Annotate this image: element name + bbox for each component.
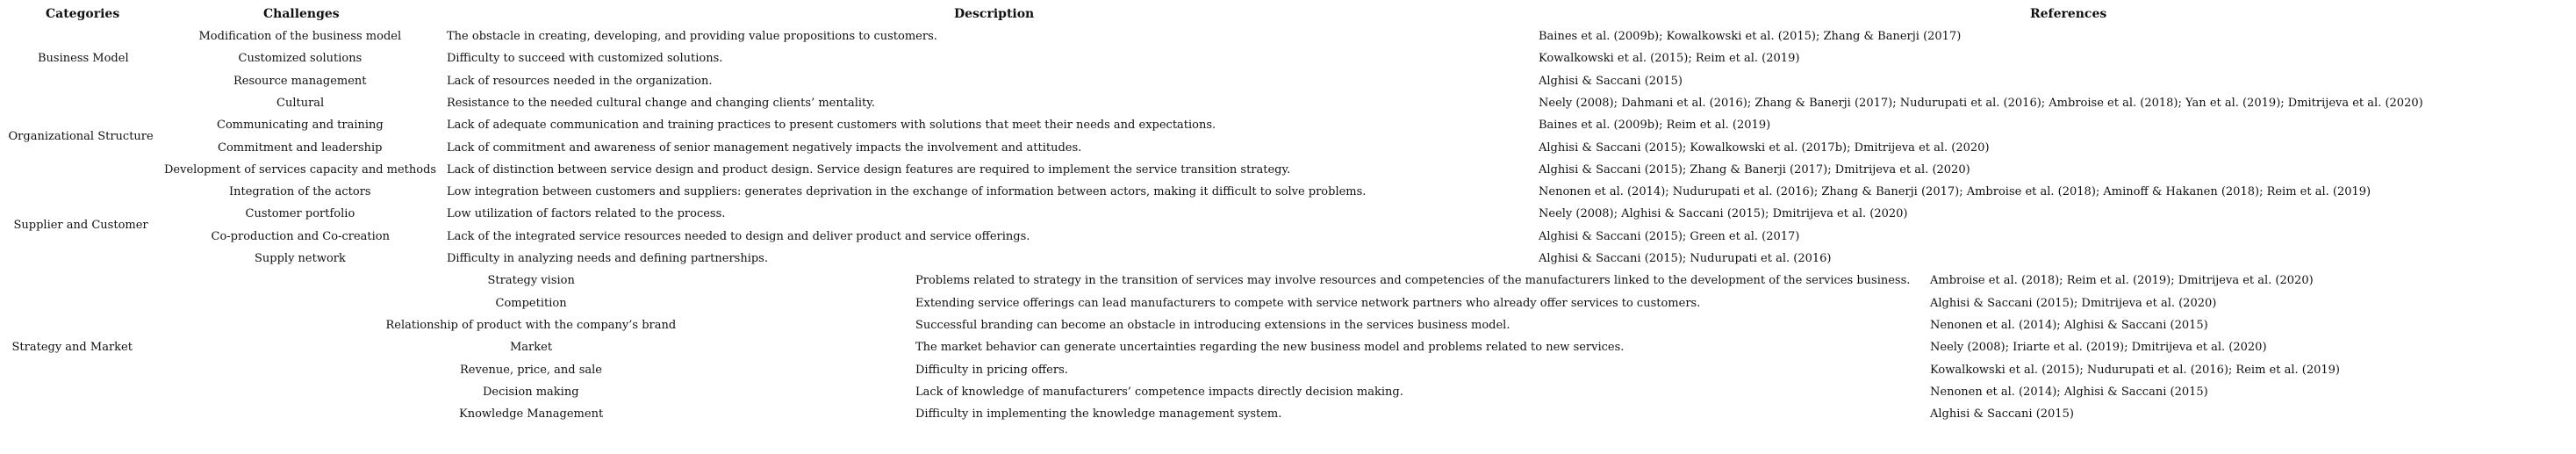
description-cell: Extending service offerings can lead manufacturers to compete with service network partners who already offer services to customers.: [915, 296, 1701, 310]
references-cell: Alghisi & Saccani (2015): [1930, 407, 2074, 422]
challenge-cell: Knowledge Management: [459, 407, 604, 422]
references-cell: Alghisi & Saccani (2015); Zhang & Banerji (2017); Dmitrijeva et al. (2020): [1539, 162, 1970, 177]
challenge-cell: Integration of the actors: [229, 185, 371, 199]
challenge-cell: Decision making: [483, 385, 579, 399]
description-cell: Lack of adequate communication and training practices to present customers with solutions that meet their needs and expectations.: [447, 119, 1216, 133]
description-cell: Resistance to the needed cultural change and changing clients’ mentality.: [447, 96, 875, 110]
challenge-cell: Modification of the business model: [198, 30, 402, 43]
challenge-cell: Competition: [495, 296, 567, 310]
challenge-cell: Development of services capacity and methods: [164, 162, 437, 177]
description-cell: Difficulty to succeed with customized solutions.: [447, 52, 723, 66]
references-cell: Kowalkowski et al. (2015); Reim et al. (2019): [1539, 52, 1800, 66]
challenge-cell: Customized solutions: [238, 52, 362, 66]
references-cell: Kowalkowski et al. (2015); Nudurupati et al. (2016); Reim et al. (2019): [1930, 363, 2340, 377]
challenge-cell: Co-production and Co-creation: [211, 229, 390, 243]
description-cell: Successful branding can become an obstacle in introducing extensions in the services business model.: [915, 318, 1510, 332]
references-cell: Baines et al. (2009b); Reim et al. (2019): [1539, 119, 1771, 133]
challenge-cell: Resource management: [233, 74, 367, 88]
references-cell: Alghisi & Saccani (2015); Nudurupati et al. (2016): [1539, 252, 1832, 265]
description-cell: Lack of knowledge of manufacturers’ competence impacts directly decision making.: [915, 385, 1403, 399]
references-cell: Nenonen et al. (2014); Alghisi & Saccani (2015): [1930, 318, 2208, 332]
description-cell: The obstacle in creating, developing, and providing value propositions to customers.: [447, 30, 937, 43]
challenge-cell: Supply network: [255, 252, 346, 265]
category-cell: Business Model: [38, 52, 129, 66]
category-cell: Strategy and Market: [11, 341, 133, 355]
description-cell: The market behavior can generate uncertainties regarding the new business model and problems related to new services.: [915, 341, 1625, 355]
references-cell: Baines et al. (2009b); Kowalkowski et al. (2015); Zhang & Banerji (2017): [1539, 30, 1962, 43]
category-cell: Supplier and Customer: [13, 219, 148, 233]
references-cell: Nenonen et al. (2014); Nudurupati et al. (2016); Zhang & Banerji (2017); Ambroise et al. (2018); Aminoff & Hakanen (2018); Reim et al. (2019): [1539, 185, 2371, 199]
references-cell: Ambroise et al. (2018); Reim et al. (2019); Dmitrijeva et al. (2020): [1930, 274, 2314, 288]
header-description: Description: [954, 7, 1035, 21]
challenge-cell: Customer portfolio: [245, 207, 355, 221]
header-references: References: [2030, 7, 2107, 21]
references-cell: Neely (2008); Dahmani et al. (2016); Zhang & Banerji (2017); Nudurupati et al. (2016); Ambroise et al. (2018); Yan et al. (2019); Dmitrijeva et al. (2020): [1539, 96, 2423, 110]
header-challenges: Challenges: [263, 7, 340, 21]
description-cell: Lack of the integrated service resources needed to design and deliver product and service offerings.: [447, 229, 1030, 243]
references-cell: Alghisi & Saccani (2015): [1539, 74, 1683, 88]
references-cell: Alghisi & Saccani (2015); Dmitrijeva et al. (2020): [1930, 296, 2217, 310]
challenge-cell: Communicating and training: [217, 119, 384, 133]
challenge-cell: Cultural: [276, 96, 325, 110]
references-cell: Alghisi & Saccani (2015); Green et al. (2017): [1539, 229, 1800, 243]
references-cell: Alghisi & Saccani (2015); Kowalkowski et al. (2017b); Dmitrijeva et al. (2020): [1539, 141, 1990, 155]
description-cell: Difficulty in implementing the knowledge management system.: [915, 407, 1282, 422]
challenge-cell: Commitment and leadership: [218, 141, 383, 155]
category-cell: Organizational Structure: [8, 129, 154, 143]
challenge-cell: Strategy vision: [487, 274, 575, 288]
header-categories: Categories: [46, 7, 120, 21]
challenge-cell: Relationship of product with the company’s brand: [385, 318, 677, 332]
description-cell: Lack of resources needed in the organization.: [447, 74, 713, 88]
challenge-cell: Revenue, price, and sale: [460, 363, 603, 377]
challenge-cell: Market: [510, 341, 553, 355]
description-cell: Low integration between customers and suppliers: generates deprivation in the exchange of information between actors, making it difficult to solve problems.: [447, 185, 1367, 199]
references-cell: Neely (2008); Iriarte et al. (2019); Dmitrijeva et al. (2020): [1930, 341, 2267, 355]
description-cell: Difficulty in analyzing needs and defining partnerships.: [447, 252, 768, 265]
references-cell: Nenonen et al. (2014); Alghisi & Saccani (2015): [1930, 385, 2208, 399]
description-cell: Difficulty in pricing offers.: [915, 363, 1068, 377]
description-cell: Low utilization of factors related to the process.: [447, 207, 726, 221]
description-cell: Lack of distinction between service design and product design. Service design features are required to implement the service transition strategy.: [447, 162, 1291, 177]
description-cell: Lack of commitment and awareness of senior management negatively impacts the involvement and attitudes.: [447, 141, 1082, 155]
description-cell: Problems related to strategy in the transition of services may involve resources and competencies of the manufacturers linked to the development of the services business.: [915, 274, 1911, 288]
references-cell: Neely (2008); Alghisi & Saccani (2015); Dmitrijeva et al. (2020): [1539, 207, 1908, 221]
